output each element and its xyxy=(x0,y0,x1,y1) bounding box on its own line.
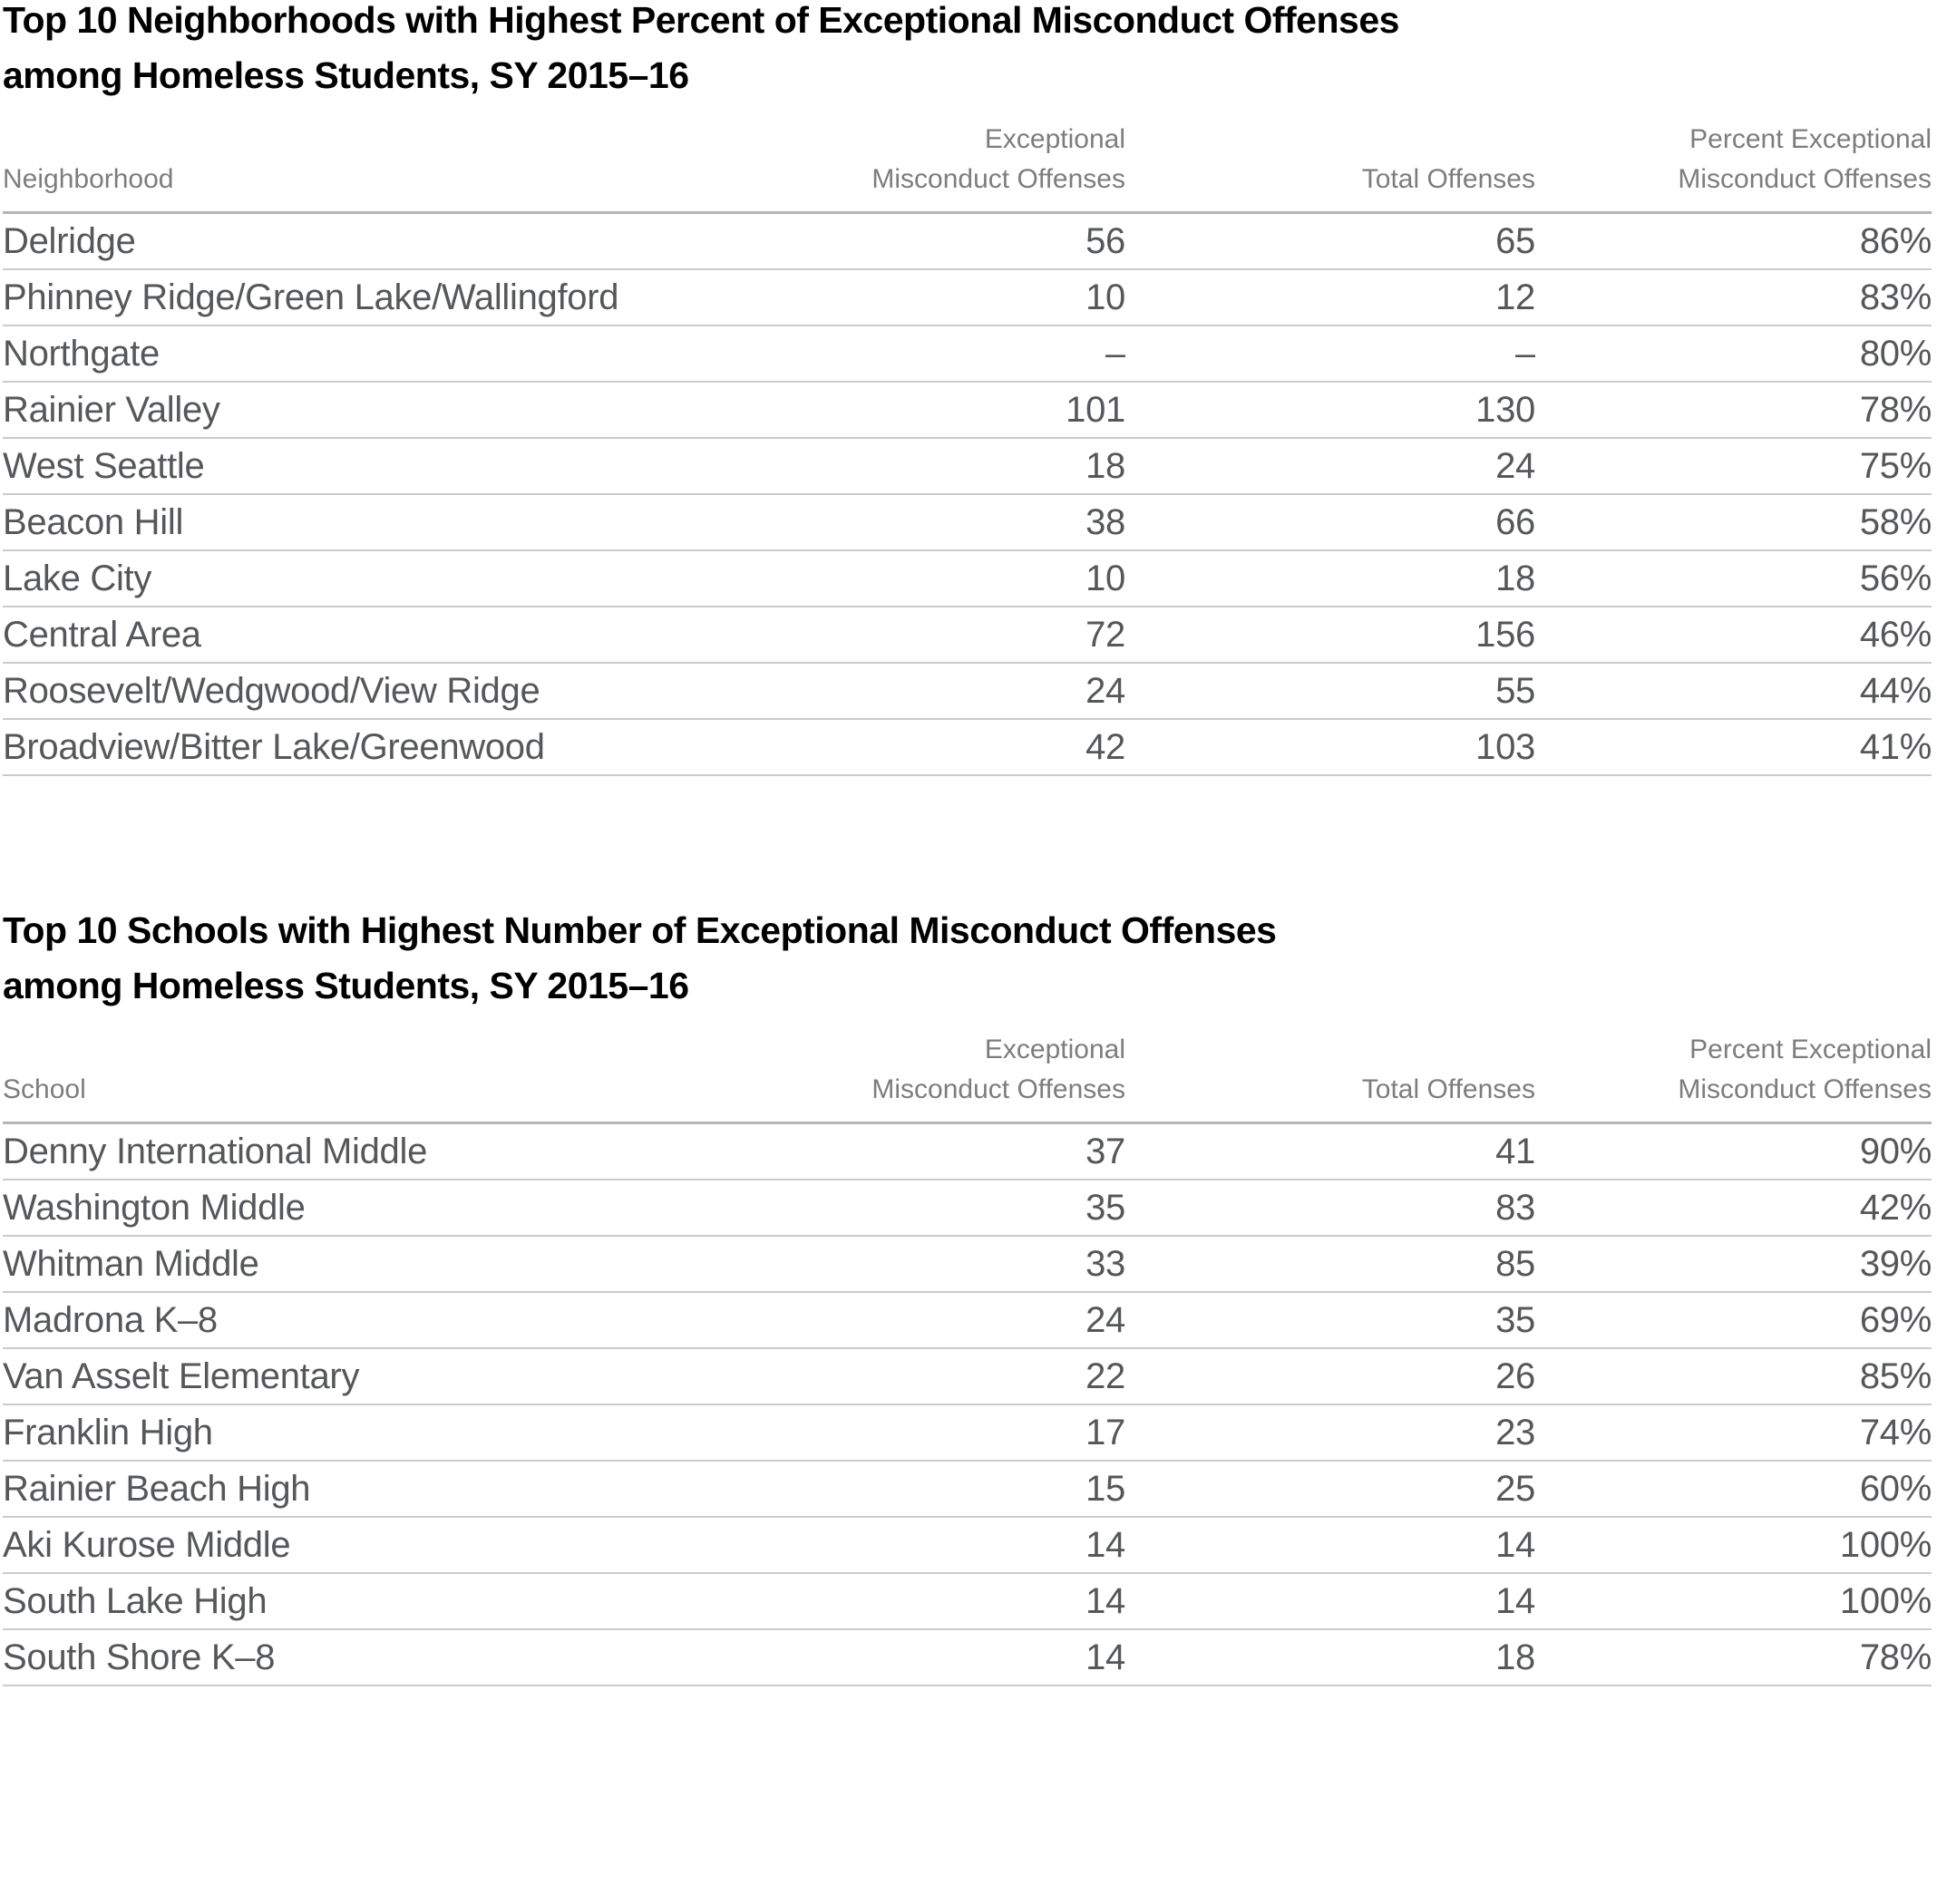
value-cell-percent-exceptional-misconduct-offenses: 86% xyxy=(1535,213,1932,270)
value-cell-total-offenses: 156 xyxy=(1125,607,1535,663)
schools-table-title xyxy=(3,903,1932,1014)
value-cell-percent-exceptional-misconduct-offenses: 41% xyxy=(1535,719,1932,775)
value-cell-percent-exceptional-misconduct-offenses: 78% xyxy=(1535,382,1932,438)
value-cell-total-offenses: 66 xyxy=(1125,494,1535,550)
table-row xyxy=(3,325,1932,382)
value-cell-percent-exceptional-misconduct-offenses: 74% xyxy=(1535,1404,1932,1461)
row-label-cell: South Lake High xyxy=(3,1573,692,1629)
value-cell-percent-exceptional-misconduct-offenses: 80% xyxy=(1535,325,1932,382)
table-row xyxy=(3,607,1932,663)
value-cell-exceptional-misconduct-offenses: 17 xyxy=(692,1404,1125,1461)
value-cell-exceptional-misconduct-offenses: 10 xyxy=(692,269,1125,325)
column-header-exceptional-misconduct-offenses: Exceptional Misconduct Offenses xyxy=(692,1030,1125,1123)
table-row xyxy=(3,1292,1932,1348)
value-cell-exceptional-misconduct-offenses: 14 xyxy=(692,1517,1125,1573)
value-cell-exceptional-misconduct-offenses: 42 xyxy=(692,719,1125,775)
value-cell-total-offenses: 12 xyxy=(1125,269,1535,325)
row-label-cell: Aki Kurose Middle xyxy=(3,1517,692,1573)
value-cell-percent-exceptional-misconduct-offenses: 75% xyxy=(1535,438,1932,494)
value-cell-percent-exceptional-misconduct-offenses: 39% xyxy=(1535,1236,1932,1292)
value-cell-total-offenses: 65 xyxy=(1125,213,1535,270)
title-line-1: Top 10 Neighborhoods with Highest Percent of Exceptional Misconduct Offenses xyxy=(3,0,1399,41)
row-label-cell: Madrona K–8 xyxy=(3,1292,692,1348)
row-label-cell: Delridge xyxy=(3,213,692,270)
row-label-cell: Rainier Valley xyxy=(3,382,692,438)
value-cell-exceptional-misconduct-offenses: 101 xyxy=(692,382,1125,438)
value-cell-exceptional-misconduct-offenses: 37 xyxy=(692,1123,1125,1180)
neighborhoods-table-section xyxy=(3,0,1932,776)
header-row xyxy=(3,1030,1932,1123)
row-label-cell: Washington Middle xyxy=(3,1180,692,1236)
value-cell-exceptional-misconduct-offenses: 22 xyxy=(692,1348,1125,1404)
table-row xyxy=(3,1517,1932,1573)
value-cell-total-offenses: 18 xyxy=(1125,550,1535,607)
column-header-percent-exceptional-misconduct-offenses: Percent Exceptional Misconduct Offenses xyxy=(1535,120,1932,213)
table-row xyxy=(3,1236,1932,1292)
table-row xyxy=(3,1629,1932,1685)
value-cell-total-offenses: 25 xyxy=(1125,1461,1535,1517)
schools-table-section xyxy=(3,903,1932,1686)
column-header-total-offenses: Total Offenses xyxy=(1125,120,1535,213)
title-line-2: among Homeless Students, SY 2015–16 xyxy=(3,54,689,96)
table-row xyxy=(3,269,1932,325)
value-cell-percent-exceptional-misconduct-offenses: 69% xyxy=(1535,1292,1932,1348)
value-cell-exceptional-misconduct-offenses: 10 xyxy=(692,550,1125,607)
table-row xyxy=(3,1404,1932,1461)
value-cell-total-offenses: – xyxy=(1125,325,1535,382)
value-cell-total-offenses: 41 xyxy=(1125,1123,1535,1180)
table-row xyxy=(3,438,1932,494)
row-label-cell: Beacon Hill xyxy=(3,494,692,550)
column-header-exceptional-misconduct-offenses: Exceptional Misconduct Offenses xyxy=(692,120,1125,213)
value-cell-exceptional-misconduct-offenses: 24 xyxy=(692,1292,1125,1348)
value-cell-percent-exceptional-misconduct-offenses: 100% xyxy=(1535,1573,1932,1629)
row-label-cell: Denny International Middle xyxy=(3,1123,692,1180)
row-label-cell: Northgate xyxy=(3,325,692,382)
row-label-cell: Lake City xyxy=(3,550,692,607)
value-cell-percent-exceptional-misconduct-offenses: 42% xyxy=(1535,1180,1932,1236)
table-row xyxy=(3,1123,1932,1180)
value-cell-total-offenses: 18 xyxy=(1125,1629,1535,1685)
value-cell-percent-exceptional-misconduct-offenses: 83% xyxy=(1535,269,1932,325)
column-header-total-offenses: Total Offenses xyxy=(1125,1030,1535,1123)
table-row xyxy=(3,382,1932,438)
row-label-cell: Broadview/Bitter Lake/Greenwood xyxy=(3,719,692,775)
value-cell-percent-exceptional-misconduct-offenses: 44% xyxy=(1535,663,1932,719)
schools-table xyxy=(3,1030,1932,1686)
row-label-cell: Franklin High xyxy=(3,1404,692,1461)
row-label-cell: West Seattle xyxy=(3,438,692,494)
value-cell-total-offenses: 23 xyxy=(1125,1404,1535,1461)
value-cell-total-offenses: 83 xyxy=(1125,1180,1535,1236)
table-row xyxy=(3,1180,1932,1236)
value-cell-total-offenses: 26 xyxy=(1125,1348,1535,1404)
row-label-cell: South Shore K–8 xyxy=(3,1629,692,1685)
table-row xyxy=(3,494,1932,550)
value-cell-exceptional-misconduct-offenses: 14 xyxy=(692,1573,1125,1629)
value-cell-percent-exceptional-misconduct-offenses: 100% xyxy=(1535,1517,1932,1573)
row-label-cell: Phinney Ridge/Green Lake/Wallingford xyxy=(3,269,692,325)
value-cell-exceptional-misconduct-offenses: 38 xyxy=(692,494,1125,550)
value-cell-exceptional-misconduct-offenses: 35 xyxy=(692,1180,1125,1236)
value-cell-exceptional-misconduct-offenses: 56 xyxy=(692,213,1125,270)
value-cell-total-offenses: 130 xyxy=(1125,382,1535,438)
value-cell-total-offenses: 14 xyxy=(1125,1573,1535,1629)
column-header-neighborhood: Neighborhood xyxy=(3,120,692,213)
value-cell-total-offenses: 55 xyxy=(1125,663,1535,719)
value-cell-total-offenses: 85 xyxy=(1125,1236,1535,1292)
value-cell-exceptional-misconduct-offenses: 18 xyxy=(692,438,1125,494)
value-cell-percent-exceptional-misconduct-offenses: 78% xyxy=(1535,1629,1932,1685)
value-cell-exceptional-misconduct-offenses: 33 xyxy=(692,1236,1125,1292)
neighborhoods-table-title xyxy=(3,0,1932,103)
row-label-cell: Van Asselt Elementary xyxy=(3,1348,692,1404)
table-row xyxy=(3,663,1932,719)
value-cell-total-offenses: 103 xyxy=(1125,719,1535,775)
table-row xyxy=(3,719,1932,775)
row-label-cell: Central Area xyxy=(3,607,692,663)
value-cell-percent-exceptional-misconduct-offenses: 46% xyxy=(1535,607,1932,663)
table-row xyxy=(3,1461,1932,1517)
value-cell-percent-exceptional-misconduct-offenses: 58% xyxy=(1535,494,1932,550)
table-row xyxy=(3,1573,1932,1629)
row-label-cell: Whitman Middle xyxy=(3,1236,692,1292)
value-cell-percent-exceptional-misconduct-offenses: 56% xyxy=(1535,550,1932,607)
value-cell-exceptional-misconduct-offenses: 15 xyxy=(692,1461,1125,1517)
value-cell-percent-exceptional-misconduct-offenses: 60% xyxy=(1535,1461,1932,1517)
value-cell-total-offenses: 14 xyxy=(1125,1517,1535,1573)
neighborhoods-table xyxy=(3,120,1932,776)
table-row xyxy=(3,213,1932,270)
table-row xyxy=(3,1348,1932,1404)
value-cell-percent-exceptional-misconduct-offenses: 85% xyxy=(1535,1348,1932,1404)
value-cell-exceptional-misconduct-offenses: 72 xyxy=(692,607,1125,663)
column-header-school: School xyxy=(3,1030,692,1123)
row-label-cell: Rainier Beach High xyxy=(3,1461,692,1517)
title-line-1: Top 10 Schools with Highest Number of Exceptional Misconduct Offenses xyxy=(3,909,1277,951)
value-cell-exceptional-misconduct-offenses: – xyxy=(692,325,1125,382)
value-cell-exceptional-misconduct-offenses: 24 xyxy=(692,663,1125,719)
table-row xyxy=(3,550,1932,607)
column-header-percent-exceptional-misconduct-offenses: Percent Exceptional Misconduct Offenses xyxy=(1535,1030,1932,1123)
row-label-cell: Roosevelt/Wedgwood/View Ridge xyxy=(3,663,692,719)
value-cell-total-offenses: 24 xyxy=(1125,438,1535,494)
header-row xyxy=(3,120,1932,213)
value-cell-exceptional-misconduct-offenses: 14 xyxy=(692,1629,1125,1685)
value-cell-percent-exceptional-misconduct-offenses: 90% xyxy=(1535,1123,1932,1180)
title-line-2: among Homeless Students, SY 2015–16 xyxy=(3,965,689,1006)
value-cell-total-offenses: 35 xyxy=(1125,1292,1535,1348)
